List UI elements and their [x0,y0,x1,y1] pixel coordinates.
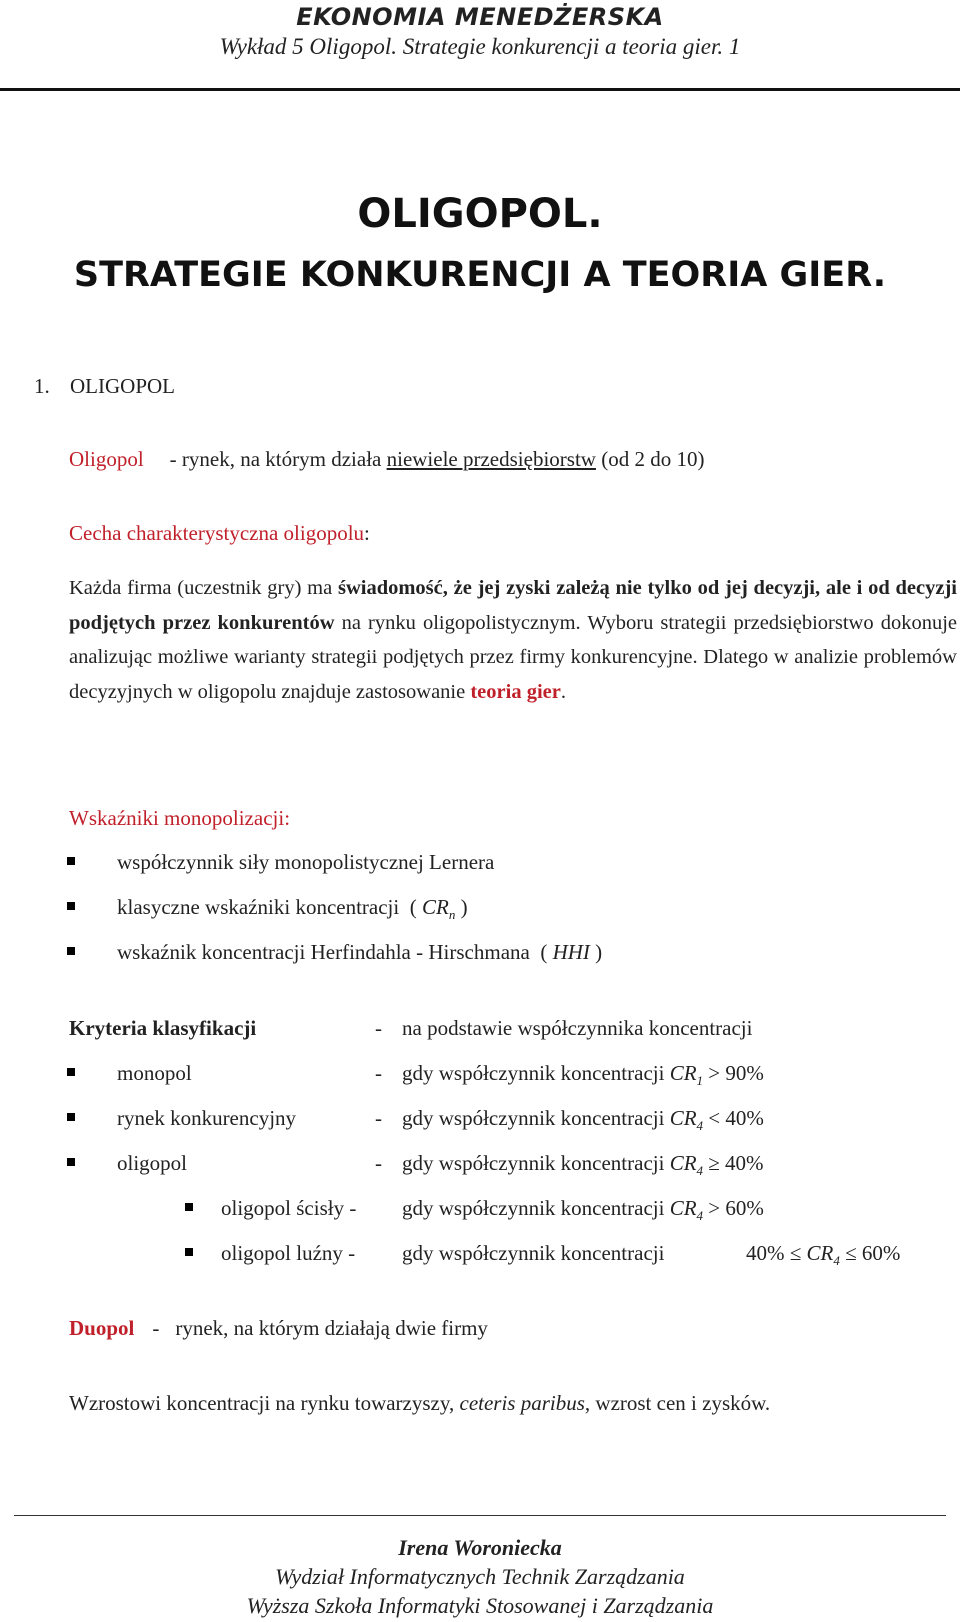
duopol-text: rynek, na którym działają dwie firmy [175,1316,488,1340]
definition-line [69,447,704,472]
growth-text-after: , wzrost cen i zysków. [584,1391,771,1415]
indicator-subscript: n [448,907,456,923]
criteria-heading: Kryteria klasyfikacji [69,1016,257,1040]
growth-italic: ceteris paribus [459,1391,585,1415]
definition-dash: - [169,447,177,471]
characteristic-colon: : [364,521,370,545]
characteristic-p1-bold: świadomość, że jej zyski zależą nie tylko od jej decyzji, ale i od decyzji podjętych przez konkurentów [69,577,958,634]
definition-underlined: niewiele przedsiębiorstw [386,447,596,471]
criteria-subrow-label: oligopol luźny - [221,1241,356,1265]
indicator-text: klasyczne wskaźniki koncentracji ( [117,895,422,919]
characteristic-period: . [560,680,566,703]
section-heading: OLIGOPOL [70,374,175,398]
characteristic-paragraph [69,571,957,709]
bullet-icon [185,1248,193,1256]
criteria-row-condition: gdy współczynnik koncentracji $CR_4 > 60\%$ [402,1196,764,1224]
characteristic-p1: Każda firma (uczestnik gry) ma [69,577,333,599]
header-lecture-line: Wykład 5 Oligopol. Strategie konkurencji a teoria gier. 1 [219,34,741,59]
definition-text-after: (od 2 do 10) [601,447,705,471]
definition-text-before: rynek, na którym działa [181,447,382,471]
header-brand: EKONOMIA MENEDŻERSKA [296,3,664,31]
footer-author: Irena Woroniecka [398,1535,562,1560]
characteristic-term: teoria gier [470,680,561,703]
bullet-icon [67,1068,75,1076]
criteria-row-dash: - [375,1106,382,1130]
bullet-icon [185,1203,193,1211]
duopol-line [69,1316,488,1341]
growth-text: Wzrostowi koncentracji na rynku towarzyszy, [69,1391,455,1415]
indicator-text: współczynnik siły monopolistycznej Lernera [117,850,495,874]
indicator-item-hhi [117,940,602,965]
indicator-item-lerner [117,850,494,875]
criteria-row-condition: gdy współczynnik koncentracji [402,1241,665,1265]
criteria-basis: na podstawie współczynnika koncentracji [402,1016,753,1040]
header-rule [0,88,960,91]
footer-rule [14,1515,946,1516]
page-title-line1: OLIGOPOL. [357,191,603,237]
criteria-row-dash: - [375,1151,382,1175]
criteria-row-label: oligopol [117,1151,188,1175]
criteria-row-range: $40\% \le CR_4 \le 60\%$ [746,1241,901,1269]
footer-faculty: Wydział Informatycznych Technik Zarządzania [275,1564,685,1589]
criteria-dash: - [375,1016,382,1040]
indicator-end: ) [455,895,468,919]
bullet-icon [67,857,75,865]
criteria-row-condition: gdy współczynnik koncentracji $CR_4 < 40\%$ [402,1106,764,1134]
criteria-row-dash: - [375,1061,382,1085]
indicator-item-crn [117,895,468,923]
characteristic-heading: Cecha charakterystyczna oligopolu [69,521,365,545]
criteria-row-condition: gdy współczynnik koncentracji $CR_1 > 90\%$ [402,1061,764,1089]
indicator-symbol: HHI [552,940,590,964]
bullet-icon [67,947,75,955]
indicator-end: ) [589,940,603,964]
duopol-dash: - [152,1316,160,1340]
bullet-icon [67,1113,75,1121]
criteria-row-label: rynek konkurencyjny [117,1106,297,1130]
bullet-icon [67,1158,75,1166]
indicators-heading: Wskaźniki monopolizacji: [69,806,291,830]
duopol-term: Duopol [69,1316,135,1340]
page-title-line2: STRATEGIE KONKURENCJI A TEORIA GIER. [73,255,887,295]
criteria-row-label: monopol [117,1061,192,1085]
definition-term: Oligopol [69,447,144,471]
growth-line [69,1391,770,1416]
indicator-text: wskaźnik koncentracji Herfindahla - Hirschmana ( [117,940,553,964]
section-number: 1. [34,374,50,398]
criteria-subrow-label: oligopol ścisły - [221,1196,357,1220]
characteristic-p1-end: na rynku oligopolistycznym. Wyboru strategii przedsiębiorstwo dokonuje analizując możliwe warianty strategii podjętych przez firmy konkurencyjne. Dlatego w analizie problemów decyzyjnych w oligopolu znajduje zastosowanie [69,611,957,703]
characteristic-heading-line [69,521,370,546]
indicator-symbol: CR [421,895,449,919]
bullet-icon [67,902,75,910]
criteria-row-condition: gdy współczynnik koncentracji $CR_4 \ge 40\%$ [402,1151,764,1179]
footer-school: Wyższa Szkoła Informatyki Stosowanej i Zarządzania [246,1593,714,1618]
